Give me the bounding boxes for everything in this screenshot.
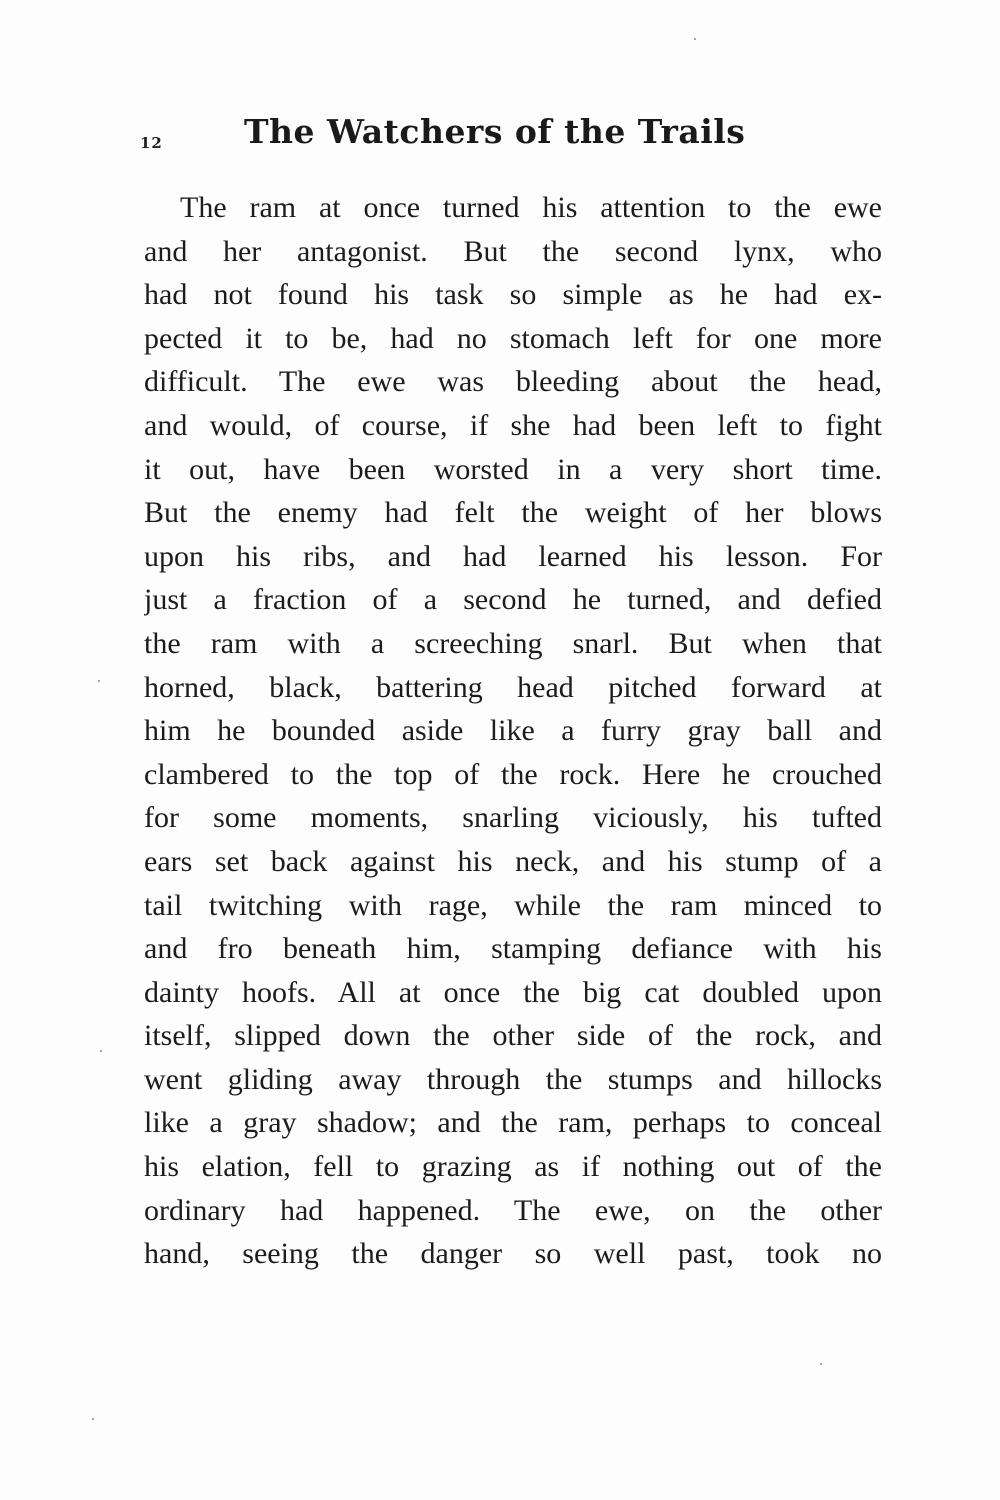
scan-speck <box>100 1050 102 1052</box>
text-line: went gliding away through the stumps and hillocks <box>144 1062 882 1096</box>
text-line: horned, black, battering head pitched forward at <box>144 670 882 704</box>
scan-speck <box>98 680 100 682</box>
text-line: just a fraction of a second he turned, and defied <box>144 583 882 617</box>
text-line: hand, seeing the danger so well past, took no <box>144 1237 882 1271</box>
text-line: the ram with a screeching snarl. But when that <box>144 626 882 660</box>
text-line: had not found his task so simple as he had ex- <box>144 278 882 312</box>
scan-speck <box>694 38 696 40</box>
text-line: clambered to the top of the rock. Here he crouched <box>144 757 882 791</box>
text-line: ordinary had happened. The ewe, on the other <box>144 1193 882 1227</box>
page-number: 12 <box>140 134 163 152</box>
text-line: pected it to be, had no stomach left for one more <box>144 321 882 355</box>
text-line: it out, have been worsted in a very short time. <box>144 452 882 486</box>
text-line: like a gray shadow; and the ram, perhaps to conceal <box>144 1106 882 1140</box>
text-line: for some moments, snarling viciously, his tufted <box>144 801 882 835</box>
text-line: upon his ribs, and had learned his lesson. For <box>144 539 882 573</box>
page-header <box>140 112 885 162</box>
text-line: difficult. The ewe was bleeding about the head, <box>144 365 882 399</box>
text-line: But the enemy had felt the weight of her blows <box>144 496 882 530</box>
text-line: and would, of course, if she had been left to fight <box>144 408 882 442</box>
text-line: ears set back against his neck, and his stump of a <box>144 844 882 878</box>
scan-speck <box>92 1418 94 1420</box>
text-line: tail twitching with rage, while the ram minced to <box>144 888 882 922</box>
running-title: The Watchers of the Trails <box>244 112 746 151</box>
text-line: dainty hoofs. All at once the big cat doubled upon <box>144 975 882 1009</box>
text-line: him he bounded aside like a furry gray ball and <box>144 714 882 748</box>
scan-speck <box>820 1363 822 1365</box>
text-line: his elation, fell to grazing as if nothing out of the <box>144 1150 882 1184</box>
text-line: and her antagonist. But the second lynx, who <box>144 234 882 268</box>
text-line: and fro beneath him, stamping defiance with his <box>144 932 882 966</box>
text-line: itself, slipped down the other side of the rock, and <box>144 1019 882 1053</box>
body-paragraph <box>144 186 882 1276</box>
text-line: The ram at once turned his attention to the ewe <box>180 191 882 224</box>
